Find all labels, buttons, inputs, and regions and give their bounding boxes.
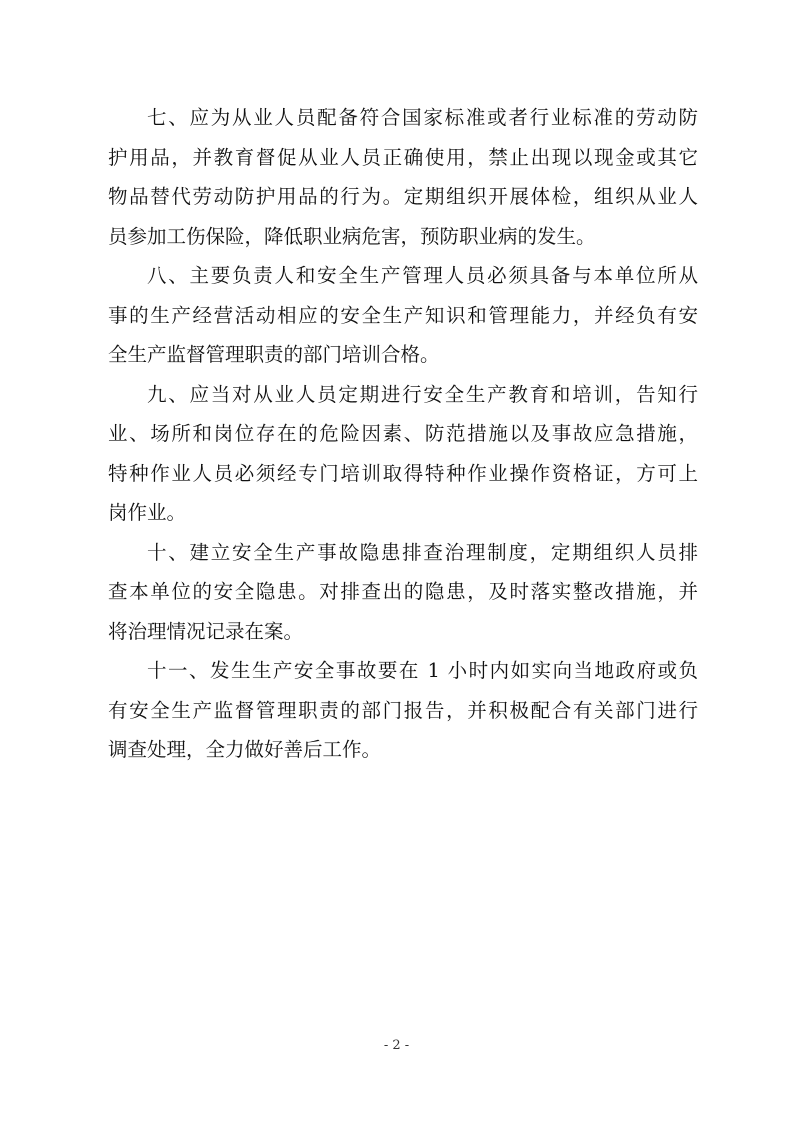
paragraph-line: 护用品，并教育督促从业人员正确使用，禁止出现以现金或其它 — [108, 145, 698, 169]
paragraph-line: 九、应当对从业人员定期进行安全生产教育和培训，告知行 — [147, 382, 698, 406]
paragraph-line: 十、建立安全生产事故隐患排查治理制度，定期组织人员排 — [147, 540, 698, 564]
paragraph-line: 岗作业。 — [108, 501, 187, 524]
page-number: - 2 - — [383, 1038, 410, 1053]
paragraph-line: 业、场所和岗位存在的危险因素、防范措施以及事故应急措施， — [108, 422, 698, 445]
paragraph-line: 全生产监督管理职责的部门培训合格。 — [108, 343, 440, 366]
paragraph-line: 七、应为从业人员配备符合国家标准或者行业标准的劳动防 — [147, 106, 698, 129]
paragraph-10 — [108, 533, 698, 652]
paragraph-line: 八、主要负责人和安全生产管理人员必须具备与本单位所从 — [147, 264, 698, 287]
paragraph-line: 调查处理，全力做好善后工作。 — [108, 738, 382, 761]
paragraph-line: 有安全生产监督管理职责的部门报告，并积极配合有关部门进行 — [108, 698, 698, 722]
paragraph-line: 物品替代劳动防护用品的行为。定期组织开展体检，组织从业人 — [108, 185, 698, 208]
paragraph-line: 员参加工伤保险，降低职业病危害，预防职业病的发生。 — [108, 224, 596, 248]
paragraph-8 — [108, 256, 698, 375]
paragraph-9 — [108, 375, 698, 533]
paragraph-7 — [108, 98, 698, 256]
paragraph-11 — [108, 651, 698, 770]
document-body — [108, 98, 698, 770]
paragraph-line: 事的生产经营活动相应的安全生产知识和管理能力，并经负有安 — [108, 303, 698, 327]
paragraph-line: 查本单位的安全隐患。对排查出的隐患，及时落实整改措施，并 — [108, 580, 698, 603]
paragraph-line: 十一、发生生产安全事故要在 1 小时内如实向当地政府或负 — [147, 659, 698, 682]
paragraph-line: 特种作业人员必须经专门培训取得特种作业操作资格证，方可上 — [108, 461, 698, 485]
paragraph-line: 将治理情况记录在案。 — [108, 619, 304, 643]
